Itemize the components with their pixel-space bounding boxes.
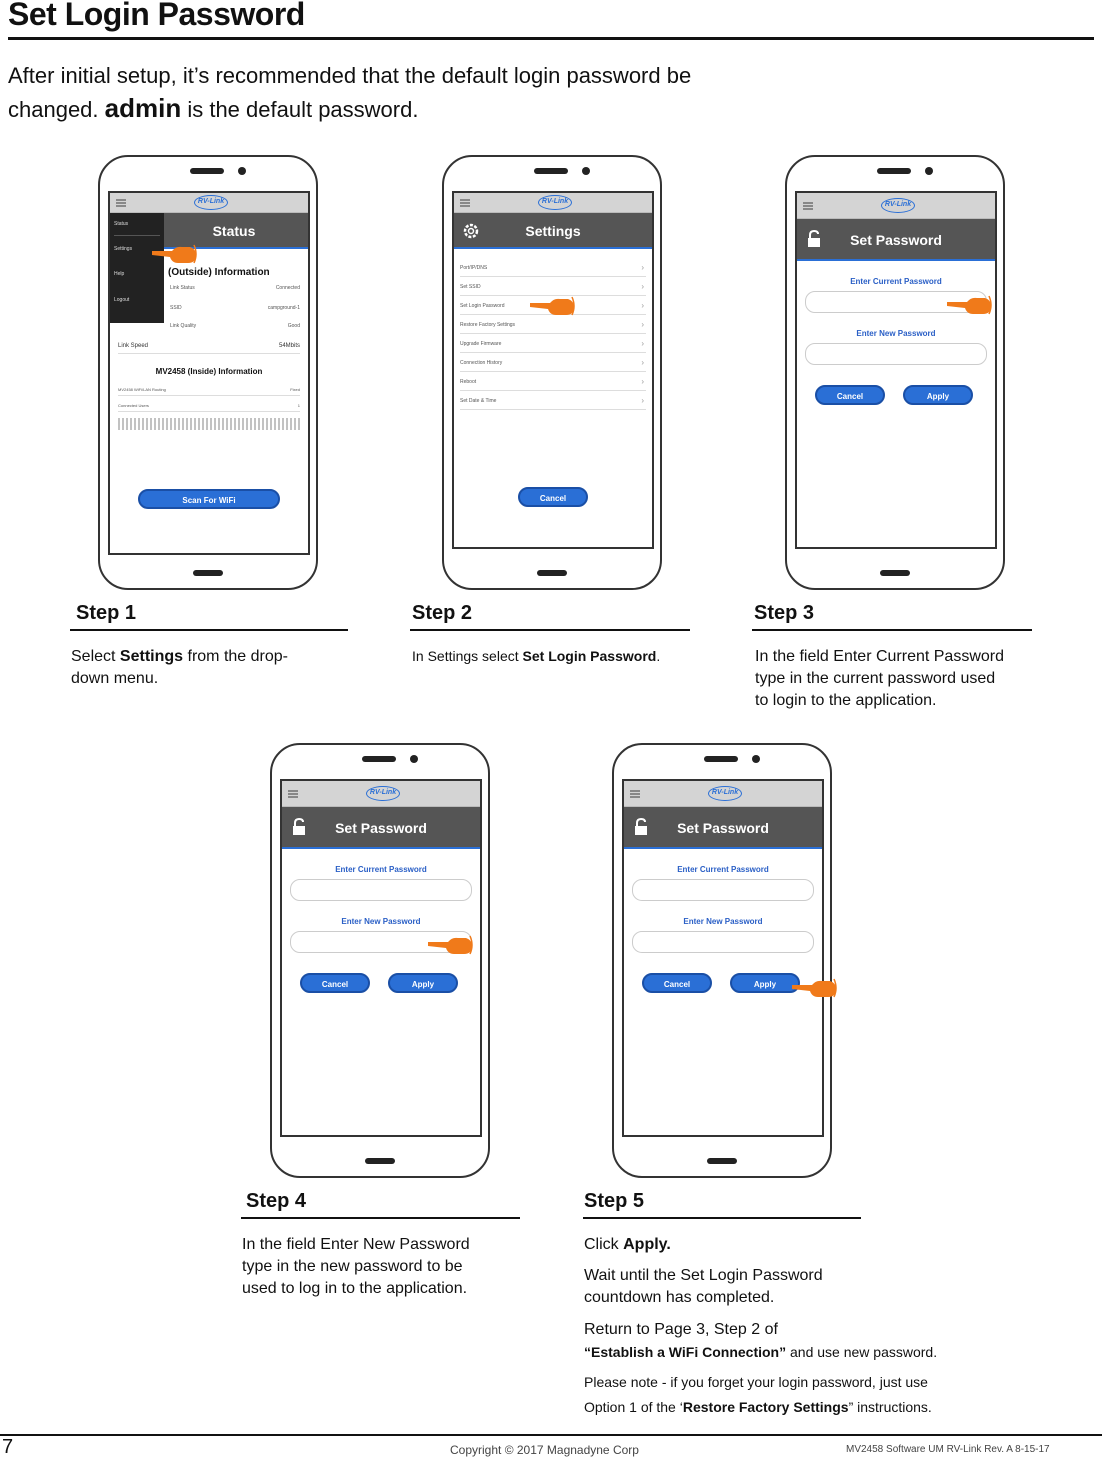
phone-step2 <box>442 155 662 590</box>
hamburger-icon[interactable] <box>803 202 813 210</box>
app-bar <box>454 193 652 213</box>
step4-divider <box>241 1217 520 1219</box>
intro-line2a: changed. <box>8 97 105 122</box>
enter-new-label: Enter New Password <box>341 917 421 926</box>
status-row: SSID campground-1 <box>170 305 300 311</box>
set-password-title: Set Password <box>335 820 427 836</box>
enter-current-label: Enter Current Password <box>850 277 942 286</box>
step1-divider <box>70 629 348 631</box>
step1-text: Select Settings from the drop- down menu. <box>71 648 288 687</box>
step5-note: Please note - if you forget your login password, just use Option 1 of the ‘Restore Factory Settings” instructions. <box>584 1374 932 1415</box>
phone-step5 <box>612 743 832 1178</box>
rv-link-logo: RV-Link <box>708 786 742 801</box>
settings-titlebar <box>454 213 652 249</box>
current-password-input[interactable] <box>632 879 814 901</box>
phone-home-button <box>707 1158 737 1164</box>
phone-camera <box>925 167 933 175</box>
app-bar <box>282 781 480 807</box>
pointing-hand-icon <box>792 977 838 999</box>
phone-camera <box>410 755 418 763</box>
phone-home-button <box>365 1158 395 1164</box>
step3-title: Step 3 <box>754 602 815 624</box>
app-bar <box>110 193 308 213</box>
rv-link-logo: RV-Link <box>366 786 400 801</box>
footer-divider <box>0 1434 1102 1436</box>
settings-title: Settings <box>525 223 581 239</box>
step5-click: Click Apply. <box>584 1236 671 1253</box>
new-password-input[interactable] <box>805 343 987 365</box>
set-password-titlebar <box>797 219 995 261</box>
hamburger-icon[interactable] <box>460 199 470 207</box>
hamburger-icon[interactable] <box>116 199 126 207</box>
step5-title: Step 5 <box>584 1190 645 1212</box>
phone-screen <box>108 191 310 555</box>
enter-new-label: Enter New Password <box>683 917 763 926</box>
intro-line1: After initial setup, it’s recommended that the default login password be <box>8 63 692 88</box>
phone-step4 <box>270 743 490 1178</box>
settings-row[interactable]: Upgrade Firmware › <box>460 335 646 353</box>
phone-screen <box>452 191 654 549</box>
settings-row[interactable]: Port/IP/DNS › <box>460 259 646 277</box>
step2-title: Step 2 <box>412 602 473 624</box>
phone-camera <box>582 167 590 175</box>
cancel-button[interactable]: Cancel <box>518 487 588 507</box>
settings-row-set-login-password[interactable]: Set Login Password › <box>460 297 646 315</box>
dropdown-item-status[interactable]: Status <box>114 221 129 227</box>
step3-text: In the field Enter Current Password type in the current password used to login to the application. <box>755 648 1005 709</box>
apply-button[interactable]: Apply <box>903 385 973 405</box>
phone-screen <box>280 779 482 1137</box>
title-divider <box>8 37 1094 40</box>
dropdown-item-settings[interactable]: Settings <box>114 246 133 252</box>
apply-button[interactable]: Apply <box>730 973 800 993</box>
phone-screen <box>622 779 824 1137</box>
rv-link-logo: RV-Link <box>194 195 228 210</box>
document-reference: MV2458 Software UM RV-Link Rev. A 8-15-17 <box>846 1444 1050 1455</box>
cancel-button[interactable]: Cancel <box>642 973 712 993</box>
set-password-titlebar <box>624 807 822 849</box>
step1-title: Step 1 <box>76 602 137 624</box>
step2-text: In Settings select Set Login Password. <box>412 648 661 664</box>
step2-divider <box>410 629 690 631</box>
pointing-hand-icon <box>152 243 198 265</box>
phone-home-button <box>193 570 223 576</box>
cancel-button[interactable]: Cancel <box>815 385 885 405</box>
phone-speaker <box>877 168 911 174</box>
rv-link-logo: RV-Link <box>538 195 572 210</box>
phone-speaker <box>362 756 396 762</box>
apply-button[interactable]: Apply <box>388 973 458 993</box>
phone-home-button <box>537 570 567 576</box>
copyright: Copyright © 2017 Magnadyne Corp <box>450 1443 639 1457</box>
pointing-hand-icon <box>530 295 576 317</box>
status-row: Link Status Connected <box>170 285 300 291</box>
phone-camera <box>752 755 760 763</box>
phone-home-button <box>880 570 910 576</box>
status-row: MV2458 WiFi/LAN Routing Fixed <box>118 387 300 396</box>
default-password: admin <box>104 93 182 123</box>
status-divider <box>118 418 300 430</box>
scan-wifi-button[interactable]: Scan For WiFi <box>138 489 280 509</box>
settings-row[interactable]: Reboot › <box>460 373 646 391</box>
step5-divider <box>583 1217 861 1219</box>
dropdown-menu <box>110 213 164 323</box>
intro-paragraph <box>8 60 768 126</box>
hamburger-icon[interactable] <box>288 790 298 798</box>
set-password-titlebar <box>282 807 480 849</box>
enter-current-label: Enter Current Password <box>335 865 427 874</box>
step5-return: Return to Page 3, Step 2 of “Establish a WiFi Connection” and use new password. <box>584 1321 938 1360</box>
pointing-hand-icon <box>428 934 474 956</box>
phone-screen <box>795 191 997 549</box>
settings-row[interactable]: Set SSID › <box>460 278 646 296</box>
enter-new-label: Enter New Password <box>856 329 936 338</box>
hamburger-icon[interactable] <box>630 790 640 798</box>
phone-camera <box>238 167 246 175</box>
set-password-title: Set Password <box>677 820 769 836</box>
dropdown-item-logout[interactable]: Logout <box>114 297 130 303</box>
status-row: Link Speed 54Mbits <box>118 343 300 354</box>
status-row: Link Quality Good <box>170 323 300 329</box>
new-password-input[interactable] <box>632 931 814 953</box>
set-password-title: Set Password <box>850 232 942 248</box>
cancel-button[interactable]: Cancel <box>300 973 370 993</box>
step4-text: In the field Enter New Password type in the new password to be used to log in to the application. <box>242 1236 470 1297</box>
dropdown-item-help[interactable]: Help <box>114 271 125 277</box>
rv-link-logo: RV-Link <box>881 198 915 213</box>
settings-row[interactable]: Restore Factory Settings › <box>460 316 646 334</box>
pointing-hand-icon <box>947 294 993 316</box>
intro-line2b: is the default password. <box>181 97 419 122</box>
status-title: Status <box>212 223 256 239</box>
app-bar <box>797 193 995 219</box>
status-info2-header: MV2458 (Inside) Information <box>155 367 263 376</box>
app-bar <box>624 781 822 807</box>
phone-speaker <box>704 756 738 762</box>
phone-step3 <box>785 155 1005 590</box>
status-info-header: (Outside) Information <box>168 267 270 278</box>
phone-speaker <box>190 168 224 174</box>
enter-current-label: Enter Current Password <box>677 865 769 874</box>
phone-speaker <box>534 168 568 174</box>
page-number: 7 <box>2 1436 14 1458</box>
step4-title: Step 4 <box>246 1190 307 1212</box>
dropdown-separator <box>114 235 160 236</box>
step3-divider <box>752 629 1032 631</box>
phone-step1 <box>98 155 318 590</box>
settings-row[interactable]: Set Date & Time › <box>460 392 646 410</box>
settings-row[interactable]: Connection History › <box>460 354 646 372</box>
step5-wait: Wait until the Set Login Password countdown has completed. <box>584 1267 823 1306</box>
status-row: Connected Users 1 <box>118 403 300 412</box>
page-title: Set Login Password <box>8 0 305 32</box>
current-password-input[interactable] <box>290 879 472 901</box>
